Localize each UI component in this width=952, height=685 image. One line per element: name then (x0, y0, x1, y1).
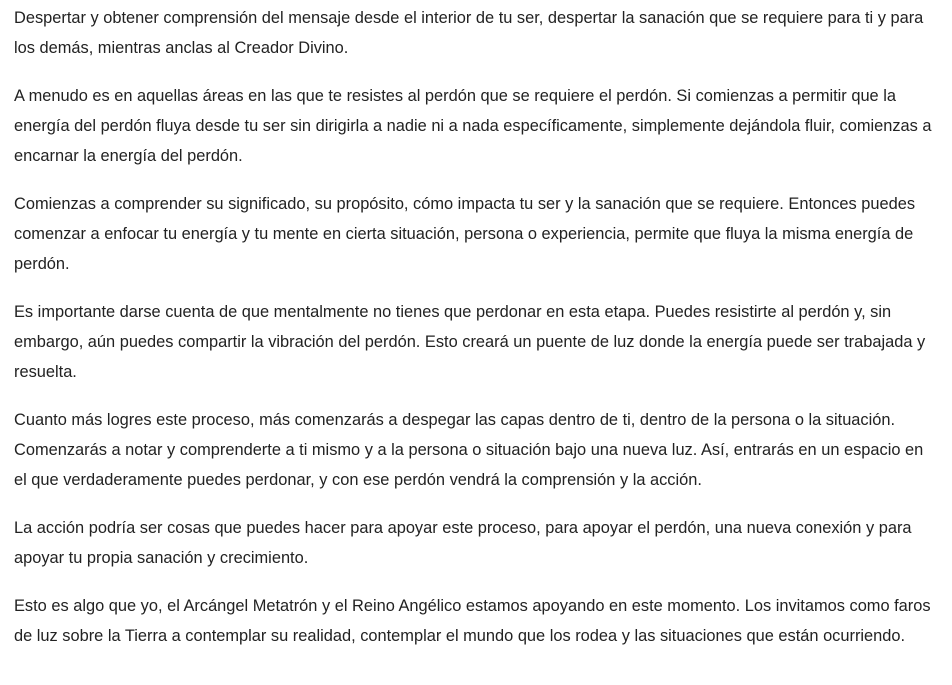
paragraph-bridge-of-light: Es importante darse cuenta de que mentalmente no tienes que perdonar en esta etapa. Puedes resistirte al perdón y, sin embargo, aún puedes compartir la vibración del perdón. Esto creará un puente de luz donde la energía puede ser trabajada y resuelta. (14, 303, 926, 381)
article-body (14, 3, 939, 669)
paragraph-process: Cuanto más logres este proceso, más comenzarás a despegar las capas dentro de ti, dentro de la persona o la situación. Comenzarás a notar y comprenderte a ti mismo y a la persona o situación bajo una nueva luz. Así, entrarás en un espacio en el que verdaderamente puedes perdonar, y con ese perdón vendrá la comprensión y la acción. (14, 411, 924, 489)
paragraph-understanding: Comienzas a comprender su significado, su propósito, cómo impacta tu ser y la sanación que se requiere. Entonces puedes comenzar a enfocar tu energía y tu mente en cierta situación, persona o experiencia, permite que fluya la misma energía de perdón. (14, 195, 916, 273)
paragraph-awakening: Despertar y obtener comprensión del mensaje desde el interior de tu ser, despertar la sanación que se requiere para ti y para los demás, mientras anclas al Creador Divino. (14, 9, 924, 57)
paragraph-metatron: Esto es algo que yo, el Arcángel Metatrón y el Reino Angélico estamos apoyando en este momento. Los invitamos como faros de luz sobre la Tierra a contemplar su realidad, contemplar el mundo que los rodea y las situaciones que están ocurriendo. (14, 597, 931, 645)
paragraph-resistance: A menudo es en aquellas áreas en las que te resistes al perdón que se requiere el perdón. Si comienzas a permitir que la energía del perdón fluya desde tu ser sin dirigirla a nadie ni a nada específicamente, simplemente dejándola fluir, comienzas a encarnar la energía del perdón. (14, 87, 932, 165)
paragraph-action: La acción podría ser cosas que puedes hacer para apoyar este proceso, para apoyar el perdón, una nueva conexión y para apoyar tu propia sanación y crecimiento. (14, 519, 912, 567)
